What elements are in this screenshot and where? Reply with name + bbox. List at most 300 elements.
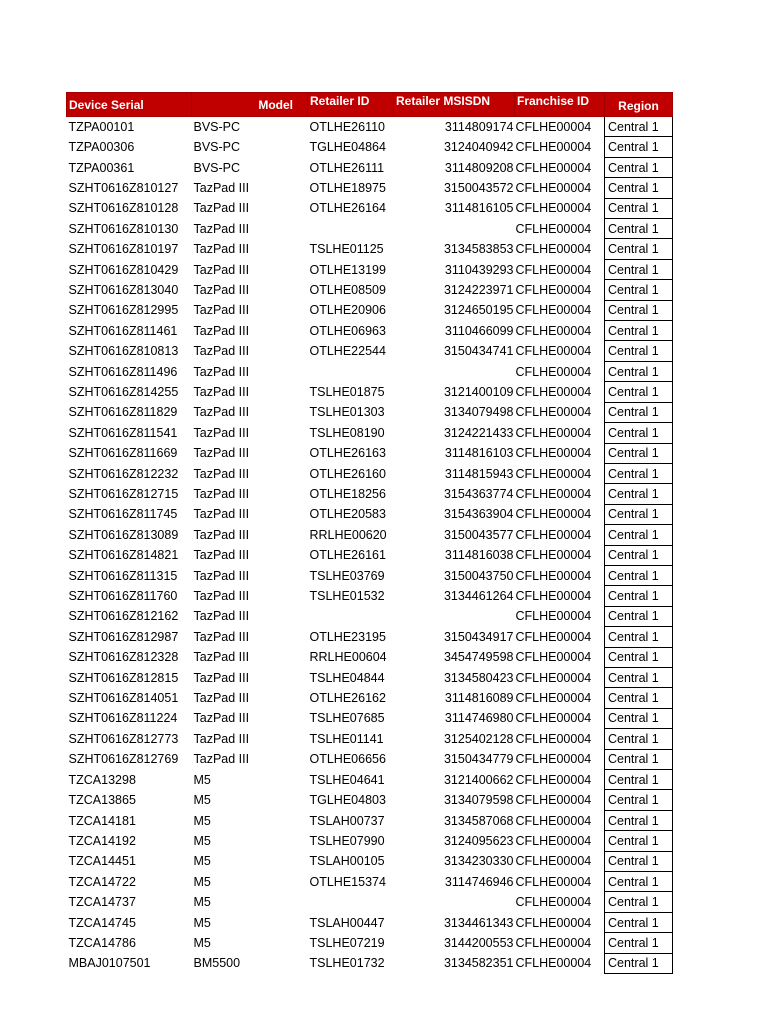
cell-model[interactable]: M5 xyxy=(193,895,211,910)
cell-retailer[interactable]: TSLHE01875 xyxy=(309,384,385,399)
cell-franchise[interactable]: CFLHE00004 xyxy=(515,303,592,318)
cell-msisdn[interactable]: 3154363904 xyxy=(443,507,514,522)
cell-retailer[interactable]: OTLHE13199 xyxy=(309,262,386,277)
cell-model[interactable]: TazPad III xyxy=(193,344,250,359)
cell-model[interactable]: M5 xyxy=(193,772,211,787)
spreadsheet xyxy=(66,92,672,974)
cell-model[interactable]: BVS-PC xyxy=(193,160,241,175)
cell-msisdn[interactable]: 3150434917 xyxy=(443,629,514,644)
cell-model[interactable]: TazPad III xyxy=(193,384,250,399)
cell-retailer[interactable]: TSLAH00447 xyxy=(309,915,385,930)
cell-region[interactable]: Central 1 xyxy=(605,219,673,239)
cell-serial[interactable]: SZHT0616Z810127 xyxy=(68,180,179,195)
cell-msisdn[interactable] xyxy=(394,892,515,912)
cell-franchise[interactable]: CFLHE00004 xyxy=(515,670,592,685)
cell-retailer[interactable]: TSLHE08190 xyxy=(309,425,385,440)
cell-model[interactable]: TazPad III xyxy=(193,180,250,195)
cell-msisdn[interactable]: 3134079498 xyxy=(443,405,514,420)
table-row xyxy=(67,933,673,953)
cell-serial[interactable]: SZHT0616Z812715 xyxy=(68,487,179,502)
cell-franchise[interactable]: CFLHE00004 xyxy=(515,813,592,828)
cell-msisdn[interactable]: 3114809174 xyxy=(444,119,514,134)
cell-retailer[interactable]: OTLHE26161 xyxy=(309,548,386,563)
cell-region[interactable]: Central 1 xyxy=(605,259,673,279)
cell-serial[interactable]: SZHT0616Z811315 xyxy=(68,568,178,583)
cell-serial[interactable]: TZCA14737 xyxy=(68,895,136,910)
cell-franchise[interactable]: CFLHE00004 xyxy=(515,507,592,522)
cell-region[interactable]: Central 1 xyxy=(605,361,673,381)
table-row xyxy=(67,117,673,137)
cell-model[interactable]: TazPad III xyxy=(193,752,250,767)
cell-region[interactable]: Central 1 xyxy=(605,810,673,830)
header-retailer-id[interactable]: Retailer ID xyxy=(308,93,394,117)
cell-msisdn[interactable]: 3454749598 xyxy=(443,650,514,665)
cell-retailer[interactable]: TSLHE01303 xyxy=(309,405,385,420)
cell-model[interactable]: TazPad III xyxy=(193,527,250,542)
cell-serial[interactable]: TZCA14722 xyxy=(68,874,136,889)
cell-region[interactable]: Central 1 xyxy=(605,667,673,687)
cell-franchise[interactable]: CFLHE00004 xyxy=(515,446,592,461)
cell-serial[interactable]: SZHT0616Z812987 xyxy=(68,629,179,644)
cell-serial[interactable]: TZPA00361 xyxy=(68,160,135,175)
cell-model[interactable]: TazPad III xyxy=(193,629,250,644)
cell-serial[interactable]: SZHT0616Z813089 xyxy=(68,527,179,542)
cell-model[interactable]: TazPad III xyxy=(193,425,250,440)
cell-retailer[interactable]: OTLHE06656 xyxy=(309,752,386,767)
cell-retailer[interactable]: OTLHE06963 xyxy=(309,323,386,338)
table-row xyxy=(67,892,673,912)
cell-serial[interactable]: SZHT0616Z812815 xyxy=(68,670,179,685)
cell-franchise[interactable]: CFLHE00004 xyxy=(515,935,592,950)
cell-serial[interactable]: TZPA00306 xyxy=(68,140,135,155)
cell-serial[interactable]: SZHT0616Z811224 xyxy=(68,711,178,726)
cell-serial[interactable]: SZHT0616Z811541 xyxy=(68,425,178,440)
cell-serial[interactable]: SZHT0616Z811461 xyxy=(68,323,178,338)
table-row xyxy=(67,137,673,157)
cell-region[interactable]: Central 1 xyxy=(605,545,673,565)
cell-retailer[interactable]: TSLAH00737 xyxy=(309,813,385,828)
cell-retailer[interactable]: RRLHE00604 xyxy=(309,650,387,665)
cell-retailer[interactable] xyxy=(308,892,394,912)
cell-model[interactable]: BVS-PC xyxy=(193,119,241,134)
cell-retailer[interactable] xyxy=(308,606,394,626)
cell-msisdn[interactable]: 3114809208 xyxy=(444,160,514,175)
cell-retailer[interactable]: TSLHE04641 xyxy=(309,772,385,787)
cell-msisdn[interactable]: 3144200553 xyxy=(443,935,514,950)
cell-serial[interactable]: SZHT0616Z812328 xyxy=(68,650,179,665)
cell-msisdn[interactable]: 3110439293 xyxy=(444,262,514,277)
header-franchise-id[interactable]: Franchise ID xyxy=(515,93,605,117)
cell-serial[interactable]: TZCA14181 xyxy=(68,813,136,828)
cell-region[interactable]: Central 1 xyxy=(605,790,673,810)
table-row xyxy=(67,382,673,402)
cell-model[interactable]: TazPad III xyxy=(193,364,250,379)
cell-franchise[interactable]: CFLHE00004 xyxy=(515,548,592,563)
table-row xyxy=(67,463,673,483)
cell-region[interactable]: Central 1 xyxy=(605,341,673,361)
table-row xyxy=(67,300,673,320)
cell-msisdn[interactable] xyxy=(394,219,515,239)
cell-msisdn[interactable]: 3134582351 xyxy=(443,956,514,971)
cell-retailer[interactable]: TGLHE04803 xyxy=(309,793,386,808)
table-row xyxy=(67,259,673,279)
cell-serial[interactable]: SZHT0616Z811829 xyxy=(68,405,178,420)
cell-msisdn[interactable]: 3114816038 xyxy=(444,548,514,563)
cell-franchise[interactable]: CFLHE00004 xyxy=(515,854,592,869)
cell-region[interactable]: Central 1 xyxy=(605,749,673,769)
table-row xyxy=(67,402,673,422)
table-row xyxy=(67,565,673,585)
cell-retailer[interactable]: OTLHE22544 xyxy=(309,344,386,359)
cell-model[interactable]: TazPad III xyxy=(193,711,250,726)
table-row xyxy=(67,157,673,177)
cell-retailer[interactable]: TSLHE07990 xyxy=(309,833,385,848)
table-row xyxy=(67,647,673,667)
cell-model[interactable]: M5 xyxy=(193,935,211,950)
cell-franchise[interactable]: CFLHE00004 xyxy=(515,752,592,767)
cell-retailer[interactable]: OTLHE08509 xyxy=(309,282,386,297)
cell-franchise[interactable]: CFLHE00004 xyxy=(515,364,592,379)
table-row xyxy=(67,239,673,259)
cell-model[interactable]: TazPad III xyxy=(193,548,250,563)
cell-franchise[interactable]: CFLHE00004 xyxy=(515,425,592,440)
cell-retailer[interactable]: TSLAH00105 xyxy=(309,854,385,869)
cell-serial[interactable]: SZHT0616Z814821 xyxy=(68,548,179,563)
cell-serial[interactable]: SZHT0616Z813040 xyxy=(68,282,179,297)
header-retailer-msisdn[interactable]: Retailer MSISDN xyxy=(394,93,515,117)
cell-msisdn[interactable]: 3134580423 xyxy=(443,670,514,685)
cell-msisdn[interactable]: 3124040942 xyxy=(443,140,514,155)
cell-msisdn[interactable]: 3124223971 xyxy=(443,282,514,297)
cell-franchise[interactable]: CFLHE00004 xyxy=(515,221,592,236)
cell-retailer[interactable] xyxy=(308,219,394,239)
cell-model[interactable]: BVS-PC xyxy=(193,140,241,155)
cell-msisdn[interactable]: 3134461264 xyxy=(443,589,514,604)
cell-region[interactable]: Central 1 xyxy=(605,606,673,626)
cell-region[interactable]: Central 1 xyxy=(605,463,673,483)
table-row xyxy=(67,423,673,443)
cell-region[interactable]: Central 1 xyxy=(605,484,673,504)
cell-franchise[interactable]: CFLHE00004 xyxy=(515,384,592,399)
cell-msisdn[interactable] xyxy=(394,606,515,626)
cell-franchise[interactable]: CFLHE00004 xyxy=(515,323,592,338)
cell-msisdn[interactable]: 3124095623 xyxy=(443,833,514,848)
cell-model[interactable]: M5 xyxy=(193,854,211,869)
cell-region[interactable]: Central 1 xyxy=(605,770,673,790)
cell-region[interactable]: Central 1 xyxy=(605,525,673,545)
cell-region[interactable]: Central 1 xyxy=(605,178,673,198)
cell-serial[interactable]: SZHT0616Z811760 xyxy=(68,589,178,604)
cell-franchise[interactable]: CFLHE00004 xyxy=(515,874,592,889)
table-row xyxy=(67,219,673,239)
cell-region[interactable]: Central 1 xyxy=(605,300,673,320)
cell-region[interactable]: Central 1 xyxy=(605,627,673,647)
cell-model[interactable]: TazPad III xyxy=(193,323,250,338)
cell-model[interactable]: M5 xyxy=(193,793,211,808)
cell-model[interactable]: M5 xyxy=(193,915,211,930)
table-row xyxy=(67,178,673,198)
cell-model[interactable]: TazPad III xyxy=(193,691,250,706)
cell-msisdn[interactable]: 3150434741 xyxy=(443,344,514,359)
cell-retailer[interactable]: TSLHE07685 xyxy=(309,711,385,726)
cell-region[interactable]: Central 1 xyxy=(605,117,673,137)
cell-region[interactable]: Central 1 xyxy=(605,239,673,259)
table-row xyxy=(67,688,673,708)
cell-franchise[interactable]: CFLHE00004 xyxy=(515,344,592,359)
cell-model[interactable]: TazPad III xyxy=(193,221,250,236)
table-row xyxy=(67,770,673,790)
cell-serial[interactable]: SZHT0616Z811745 xyxy=(68,507,178,522)
header-region[interactable]: Region xyxy=(605,93,673,117)
cell-msisdn[interactable]: 3150434779 xyxy=(443,752,514,767)
table-row xyxy=(67,198,673,218)
cell-retailer[interactable]: OTLHE18975 xyxy=(309,180,386,195)
cell-franchise[interactable]: CFLHE00004 xyxy=(515,160,592,175)
cell-model[interactable]: TazPad III xyxy=(193,282,250,297)
cell-region[interactable]: Central 1 xyxy=(605,382,673,402)
cell-model[interactable]: TazPad III xyxy=(193,609,250,624)
cell-region[interactable]: Central 1 xyxy=(605,851,673,871)
table-row xyxy=(67,280,673,300)
cell-serial[interactable]: SZHT0616Z812232 xyxy=(68,466,179,481)
cell-msisdn[interactable]: 3154363774 xyxy=(443,487,514,502)
cell-franchise[interactable]: CFLHE00004 xyxy=(515,242,592,257)
cell-retailer[interactable]: TGLHE04864 xyxy=(309,140,386,155)
cell-serial[interactable]: SZHT0616Z814051 xyxy=(68,691,179,706)
table-row xyxy=(67,667,673,687)
cell-region[interactable]: Central 1 xyxy=(605,423,673,443)
cell-serial[interactable]: SZHT0616Z812162 xyxy=(68,609,179,624)
header-model[interactable]: Model xyxy=(192,93,308,117)
cell-region[interactable]: Central 1 xyxy=(605,443,673,463)
cell-model[interactable]: TazPad III xyxy=(193,466,250,481)
cell-region[interactable]: Central 1 xyxy=(605,953,673,973)
cell-retailer[interactable]: OTLHE26111 xyxy=(309,160,385,175)
cell-retailer[interactable] xyxy=(308,361,394,381)
cell-retailer[interactable]: OTLHE23195 xyxy=(309,629,386,644)
table-row xyxy=(67,586,673,606)
cell-msisdn[interactable]: 3134583853 xyxy=(443,242,514,257)
cell-franchise[interactable]: CFLHE00004 xyxy=(515,609,592,624)
cell-franchise[interactable]: CFLHE00004 xyxy=(515,793,592,808)
cell-serial[interactable]: TZCA13865 xyxy=(68,793,136,808)
header-device-serial[interactable]: Device Serial xyxy=(67,93,192,117)
cell-region[interactable]: Central 1 xyxy=(605,586,673,606)
table-row xyxy=(67,729,673,749)
cell-model[interactable]: TazPad III xyxy=(193,487,250,502)
cell-serial[interactable]: TZCA14451 xyxy=(68,854,136,869)
cell-region[interactable]: Central 1 xyxy=(605,688,673,708)
cell-msisdn[interactable]: 3121400109 xyxy=(443,384,514,399)
cell-msisdn[interactable]: 3134461343 xyxy=(443,915,514,930)
cell-retailer[interactable]: OTLHE26163 xyxy=(309,446,386,461)
cell-franchise[interactable]: CFLHE00004 xyxy=(515,201,592,216)
cell-msisdn[interactable]: 3124650195 xyxy=(443,303,514,318)
cell-region[interactable]: Central 1 xyxy=(605,912,673,932)
cell-region[interactable]: Central 1 xyxy=(605,402,673,422)
table-row xyxy=(67,749,673,769)
cell-franchise[interactable]: CFLHE00004 xyxy=(515,589,592,604)
table-row xyxy=(67,790,673,810)
cell-region[interactable]: Central 1 xyxy=(605,831,673,851)
cell-franchise[interactable]: CFLHE00004 xyxy=(515,180,592,195)
cell-model[interactable]: TazPad III xyxy=(193,650,250,665)
cell-serial[interactable]: SZHT0616Z811669 xyxy=(68,446,178,461)
cell-region[interactable]: Central 1 xyxy=(605,933,673,953)
cell-retailer[interactable]: TSLHE01125 xyxy=(309,242,384,257)
cell-serial[interactable]: TZCA14745 xyxy=(68,915,136,930)
cell-serial[interactable]: TZCA14786 xyxy=(68,935,136,950)
cell-msisdn[interactable]: 3114746980 xyxy=(444,711,514,726)
cell-franchise[interactable]: CFLHE00004 xyxy=(515,895,592,910)
cell-model[interactable]: M5 xyxy=(193,813,211,828)
cell-retailer[interactable]: OTLHE20906 xyxy=(309,303,386,318)
cell-retailer[interactable]: OTLHE20583 xyxy=(309,507,386,522)
cell-retailer[interactable]: TSLHE01732 xyxy=(309,956,385,971)
cell-model[interactable]: TazPad III xyxy=(193,670,250,685)
table-body xyxy=(67,117,673,974)
cell-region[interactable]: Central 1 xyxy=(605,198,673,218)
cell-franchise[interactable]: CFLHE00004 xyxy=(515,282,592,297)
cell-serial[interactable]: MBAJ0107501 xyxy=(68,956,151,971)
cell-serial[interactable]: SZHT0616Z810429 xyxy=(68,262,179,277)
table-row xyxy=(67,627,673,647)
table-row xyxy=(67,341,673,361)
cell-franchise[interactable]: CFLHE00004 xyxy=(515,650,592,665)
cell-retailer[interactable]: OTLHE15374 xyxy=(309,874,386,889)
cell-region[interactable]: Central 1 xyxy=(605,729,673,749)
cell-region[interactable]: Central 1 xyxy=(605,504,673,524)
cell-retailer[interactable]: TSLHE03769 xyxy=(309,568,385,583)
table-row xyxy=(67,484,673,504)
cell-retailer[interactable]: RRLHE00620 xyxy=(309,527,387,542)
cell-retailer[interactable]: OTLHE26160 xyxy=(309,466,386,481)
table-row xyxy=(67,525,673,545)
cell-retailer[interactable]: OTLHE18256 xyxy=(309,487,386,502)
device-table xyxy=(66,92,673,974)
cell-msisdn[interactable]: 3114816105 xyxy=(444,201,514,216)
cell-franchise[interactable]: CFLHE00004 xyxy=(515,731,592,746)
cell-franchise[interactable]: CFLHE00004 xyxy=(515,956,592,971)
cell-model[interactable]: TazPad III xyxy=(193,589,250,604)
cell-model[interactable]: TazPad III xyxy=(193,568,250,583)
cell-retailer[interactable]: OTLHE26162 xyxy=(309,691,386,706)
cell-region[interactable]: Central 1 xyxy=(605,565,673,585)
cell-model[interactable]: TazPad III xyxy=(193,201,250,216)
cell-retailer[interactable]: TSLHE04844 xyxy=(309,670,385,685)
cell-franchise[interactable]: CFLHE00004 xyxy=(515,262,592,277)
cell-msisdn[interactable]: 3121400662 xyxy=(443,772,514,787)
cell-retailer[interactable]: TSLHE01532 xyxy=(309,589,385,604)
cell-model[interactable]: BM5500 xyxy=(193,956,241,971)
cell-retailer[interactable]: OTLHE26110 xyxy=(309,119,386,134)
cell-franchise[interactable]: CFLHE00004 xyxy=(515,915,592,930)
cell-model[interactable]: TazPad III xyxy=(193,731,250,746)
cell-model[interactable]: M5 xyxy=(193,874,211,889)
cell-franchise[interactable]: CFLHE00004 xyxy=(515,568,592,583)
cell-retailer[interactable]: TSLHE01141 xyxy=(309,731,384,746)
table-row xyxy=(67,810,673,830)
cell-msisdn[interactable]: 3125402128 xyxy=(443,731,514,746)
cell-model[interactable]: TazPad III xyxy=(193,446,250,461)
cell-retailer[interactable]: TSLHE07219 xyxy=(309,935,385,950)
cell-model[interactable]: TazPad III xyxy=(193,303,250,318)
cell-franchise[interactable]: CFLHE00004 xyxy=(515,711,592,726)
cell-franchise[interactable]: CFLHE00004 xyxy=(515,487,592,502)
table-row xyxy=(67,912,673,932)
cell-serial[interactable]: TZCA14192 xyxy=(68,833,136,848)
cell-serial[interactable]: TZPA00101 xyxy=(68,119,135,134)
cell-msisdn[interactable]: 3124221433 xyxy=(443,425,514,440)
table-row xyxy=(67,361,673,381)
cell-serial[interactable]: SZHT0616Z814255 xyxy=(68,384,179,399)
cell-franchise[interactable]: CFLHE00004 xyxy=(515,140,592,155)
cell-region[interactable]: Central 1 xyxy=(605,708,673,728)
cell-franchise[interactable]: CFLHE00004 xyxy=(515,629,592,644)
cell-model[interactable]: TazPad III xyxy=(193,242,250,257)
cell-region[interactable]: Central 1 xyxy=(605,280,673,300)
cell-franchise[interactable]: CFLHE00004 xyxy=(515,466,592,481)
cell-serial[interactable]: SZHT0616Z810130 xyxy=(68,221,179,236)
cell-msisdn[interactable]: 3134230330 xyxy=(443,854,514,869)
cell-model[interactable]: TazPad III xyxy=(193,405,250,420)
cell-serial[interactable]: SZHT0616Z810813 xyxy=(68,344,179,359)
table-row xyxy=(67,851,673,871)
cell-msisdn[interactable]: 3134587068 xyxy=(443,813,514,828)
cell-region[interactable]: Central 1 xyxy=(605,892,673,912)
cell-franchise[interactable]: CFLHE00004 xyxy=(515,772,592,787)
cell-serial[interactable]: SZHT0616Z812769 xyxy=(68,752,179,767)
cell-msisdn[interactable]: 3114816103 xyxy=(444,446,514,461)
table-row xyxy=(67,443,673,463)
cell-franchise[interactable]: CFLHE00004 xyxy=(515,527,592,542)
cell-msisdn[interactable]: 3150043750 xyxy=(443,568,514,583)
cell-franchise[interactable]: CFLHE00004 xyxy=(515,691,592,706)
cell-region[interactable]: Central 1 xyxy=(605,321,673,341)
cell-msisdn[interactable]: 3134079598 xyxy=(443,793,514,808)
cell-franchise[interactable]: CFLHE00004 xyxy=(515,405,592,420)
cell-msisdn[interactable]: 3114816089 xyxy=(444,691,514,706)
cell-region[interactable]: Central 1 xyxy=(605,647,673,667)
cell-msisdn[interactable]: 3150043572 xyxy=(443,180,514,195)
table-row xyxy=(67,504,673,524)
cell-model[interactable]: TazPad III xyxy=(193,262,250,277)
header-row xyxy=(67,93,673,117)
table-row xyxy=(67,831,673,851)
cell-msisdn[interactable]: 3114746946 xyxy=(444,874,514,889)
cell-region[interactable]: Central 1 xyxy=(605,157,673,177)
table-row xyxy=(67,606,673,626)
cell-msisdn[interactable]: 3110466099 xyxy=(444,323,514,338)
cell-franchise[interactable]: CFLHE00004 xyxy=(515,833,592,848)
cell-franchise[interactable]: CFLHE00004 xyxy=(515,119,592,134)
cell-msisdn[interactable]: 3114815943 xyxy=(444,466,514,481)
cell-serial[interactable]: SZHT0616Z812995 xyxy=(68,303,179,318)
cell-retailer[interactable]: OTLHE26164 xyxy=(309,201,386,216)
cell-serial[interactable]: SZHT0616Z811496 xyxy=(68,364,178,379)
cell-model[interactable]: TazPad III xyxy=(193,507,250,522)
cell-model[interactable]: M5 xyxy=(193,833,211,848)
cell-serial[interactable]: SZHT0616Z810128 xyxy=(68,201,179,216)
cell-region[interactable]: Central 1 xyxy=(605,137,673,157)
cell-region[interactable]: Central 1 xyxy=(605,872,673,892)
cell-msisdn[interactable] xyxy=(394,361,515,381)
cell-serial[interactable]: SZHT0616Z810197 xyxy=(68,242,179,257)
table-row xyxy=(67,872,673,892)
cell-msisdn[interactable]: 3150043577 xyxy=(443,527,514,542)
cell-serial[interactable]: SZHT0616Z812773 xyxy=(68,731,179,746)
cell-serial[interactable]: TZCA13298 xyxy=(68,772,136,787)
